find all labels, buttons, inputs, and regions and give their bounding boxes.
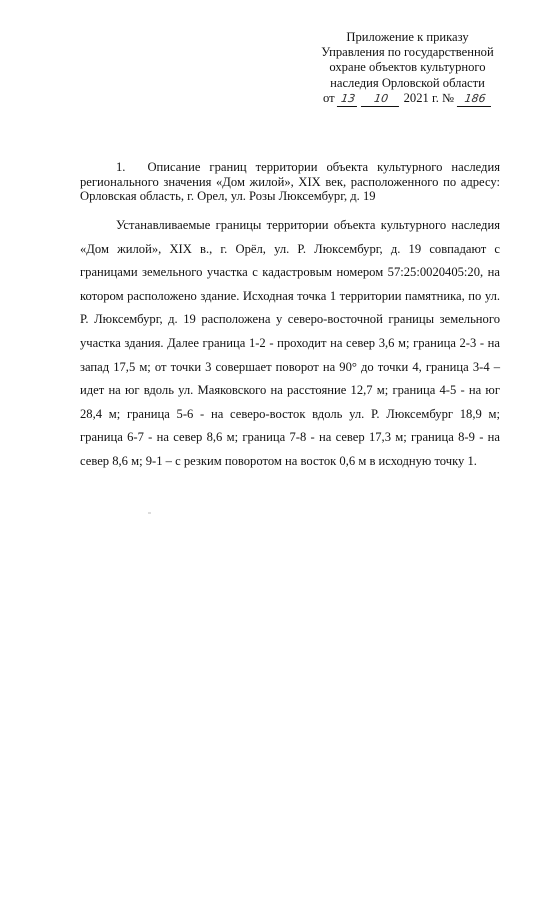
- header-line-protection: охране объектов культурного: [329, 60, 486, 75]
- header-line-appendix: Приложение к приказу: [346, 30, 469, 44]
- date-year-number-label: 2021 г. №: [403, 90, 455, 105]
- handwritten-day: 13: [336, 91, 358, 107]
- boundary-description-paragraph: Устанавливаемые границы территории объекта культурного наследия «Дом жилой», XIX в., г. Орёл, ул. Р. Люксембург, д. 19 совпадают с границами земельного участка с кадастровым номером 57:25:0020405:20, на котором расположено здание. Исходная точка 1 территории памятника, по ул. Р. Люксембург, д. 19 расположена у северо-восточной границы земельного участка здания. Далее граница 1-2 - проходит на север 3,6 м; граница 2-3 - на запад 17,5 м; от точки 3 совершает поворот на 90° до точки 4, граница 3-4 – идет на юг вдоль ул. Маяковского на расстояние 12,7 м; граница 4-5 - на юг 28,4 м; граница 5-6 - на северо-восток вдоль ул. Р. Люксембург 18,9 м; граница 6-7 - на север 8,6 м; граница 7-8 - на север 17,3 м; граница 8-9 - на север 8,6 м; 9-1 – с резким поворотом на восток 0,6 м в исходную точку 1.: [80, 218, 500, 468]
- scan-speck: [148, 512, 151, 514]
- header-line-region: наследия Орловской области: [330, 75, 485, 90]
- date-prefix: от: [322, 90, 335, 105]
- section-number: 1.: [116, 160, 126, 174]
- handwritten-month: 10: [360, 91, 400, 107]
- section-heading: [80, 160, 500, 204]
- order-appendix-header: [300, 30, 515, 107]
- header-line-department: Управления по государственной: [321, 45, 494, 60]
- section-title-text: Описание границ территории объекта культурного наследия регионального значения «Дом жилой», XIX век, расположенного по адресу: Орловская область, г. Орел, ул. Розы Люксембург, д. 19: [80, 160, 500, 203]
- order-date-line: [300, 91, 515, 107]
- handwritten-order-number: 186: [457, 91, 493, 107]
